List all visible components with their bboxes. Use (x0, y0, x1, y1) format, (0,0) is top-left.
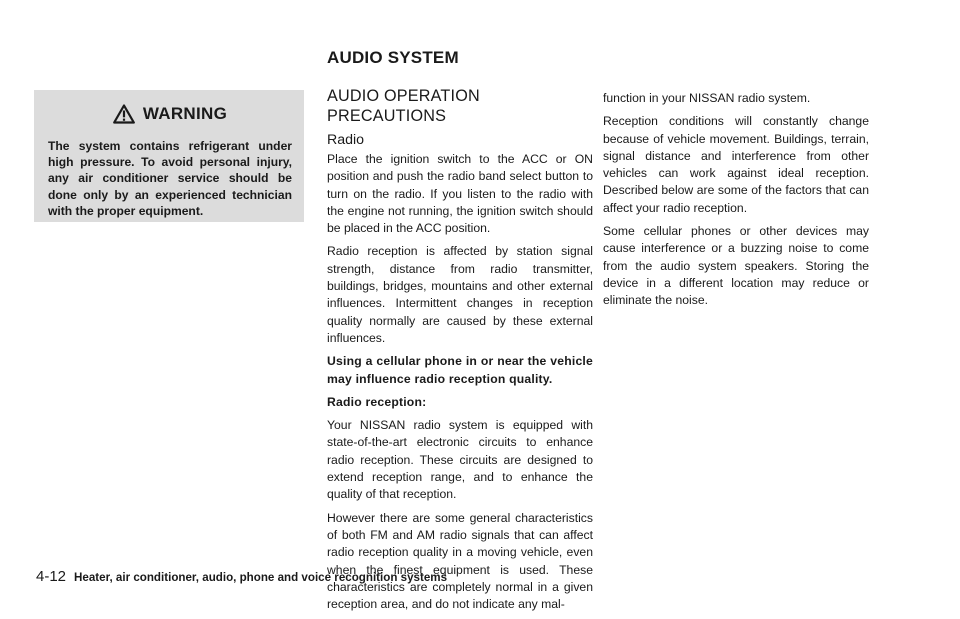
paragraph: Some cellular phones or other devices may cause interference or a buzzing noise to come from the audio system speakers. Storing the device in a different location may reduce or eliminate the noise. (603, 224, 869, 308)
paragraph: Reception conditions will constantly change because of vehicle movement. Buildings, terrain, signal distance and interference from other vehicles can work against ideal reception. Described below are some of the factors that can affect your radio reception. (603, 114, 869, 215)
warning-box (34, 90, 304, 222)
section-header: AUDIO SYSTEM (327, 48, 459, 67)
warning-triangle-icon (113, 104, 135, 124)
main-subheading: Radio (327, 132, 365, 148)
page-number: 4-12 (36, 568, 67, 585)
main-column (327, 86, 593, 619)
paragraph: function in your NISSAN radio system. (603, 91, 811, 105)
paragraph: However there are some general characteristics of both FM and AM radio signals that can affect radio reception quality in a moving vehicle, even when the finest equipment is used. These characteristics are completely normal in a given reception area, and do not indicate any mal- (327, 510, 593, 612)
bold-paragraph: Using a cellular phone in or near the vehicle may influence radio reception quality. (327, 354, 593, 386)
warning-title: WARNING (142, 104, 228, 123)
paragraph: Your NISSAN radio system is equipped with state-of-the-art electronic circuits to enhance radio reception. These circuits are designed to extend reception range, and to enhance the quality of that reception. (327, 418, 593, 502)
paragraph: Place the ignition switch to the ACC or ON position and push the radio band select button to turn on the radio. If you listen to the radio with the engine not running, the ignition switch should be placed in the ACC position. (327, 152, 593, 236)
paragraph: Radio reception is affected by station signal strength, distance from radio transmitter, buildings, bridges, mountains and other external influences. Intermittent changes in reception quality normally are caused by these external influences. (327, 244, 593, 345)
bold-subheading: Radio reception: (327, 394, 427, 409)
warning-body: The system contains refrigerant under high pressure. To avoid personal injury, any air conditioner service should be done only by an experienced technician with the proper equipment. (48, 139, 292, 218)
warning-header (48, 100, 292, 128)
page-footer (36, 568, 447, 585)
chapter-title: Heater, air conditioner, audio, phone and voice recognition systems (74, 571, 448, 584)
main-heading: AUDIO OPERATION PRECAUTIONS (327, 87, 480, 125)
right-column (603, 90, 869, 316)
